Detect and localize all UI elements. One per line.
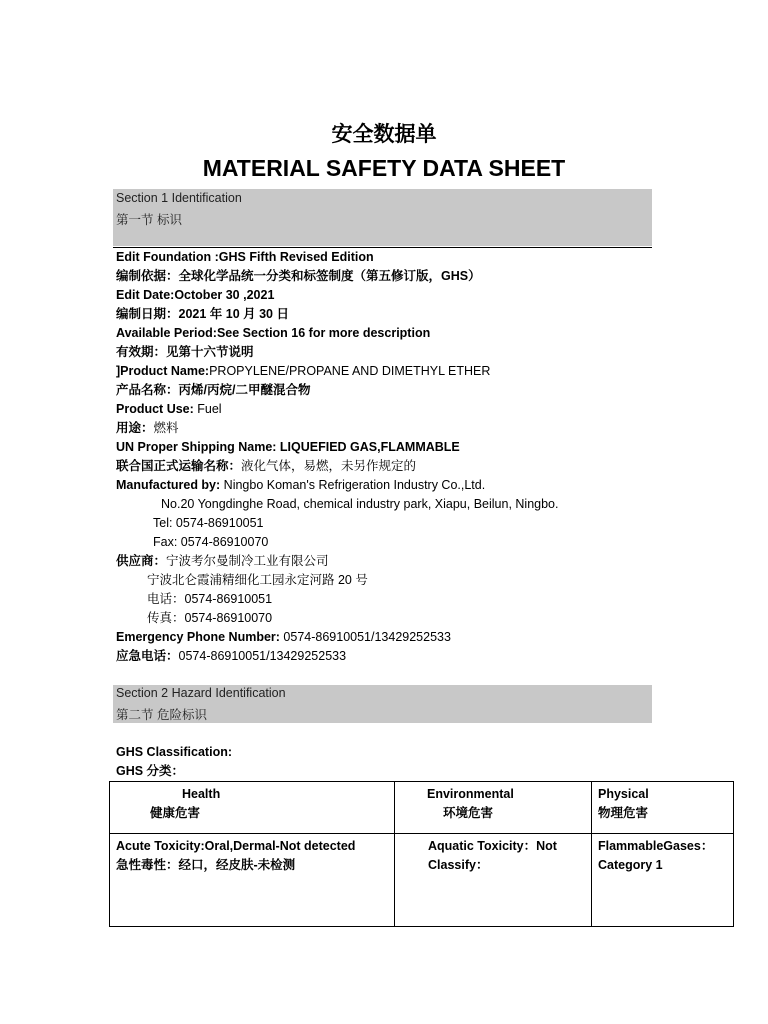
manufacturer-fax: Fax: 0574-86910070 [153,535,269,549]
section-2-title-en: Section 2 Hazard Identification [116,686,286,700]
supplier-value: 宁波考尔曼制冷工业有限公司 [166,554,329,568]
header-environmental [395,782,592,834]
section-1-header [113,189,652,246]
cell-physical-cn: Category 1 [598,858,663,872]
supplier-address: 宁波北仑霞浦精细化工园永定河路 20 号 [147,573,368,587]
header-physical-en: Physical [598,787,649,801]
header-health [110,782,395,834]
section-1-title-en: Section 1 Identification [116,191,242,205]
ghs-classification: GHS Classification: [116,745,232,759]
product-use-value: Fuel [193,402,222,416]
emergency-phone-cn [116,648,346,664]
header-environmental-en: Environmental [427,787,514,801]
supplier-label: 供应商： [116,554,167,568]
product-use-cn [116,420,179,436]
un-shipping-name-cn-label: 联合国正式运输名称： [116,459,242,473]
manufacturer-address: No.20 Yongdinghe Road, chemical industry park, Xiapu, Beilun, Ningbo. [161,497,559,511]
product-use-cn-label: 用途： [116,421,154,435]
emergency-phone [116,629,451,645]
edit-foundation-cn: 编制依据：全球化学品统一分类和标签制度（第五修订版，GHS） [116,269,481,283]
section-1-divider [113,247,652,248]
emergency-phone-cn-label: 应急电话： [116,649,179,663]
cell-environmental-en: Aquatic Toxicity：Not [428,839,557,853]
edit-foundation: Edit Foundation :GHS Fifth Revised Edition [116,250,374,264]
supplier-fax: 传真：0574-86910070 [147,611,273,625]
manufactured-by-value: Ningbo Koman's Refrigeration Industry Co.,Ltd. [220,478,486,492]
product-use [116,401,222,417]
emergency-phone-cn-value: 0574-86910051/13429252533 [178,649,347,663]
product-name-cn: 产品名称：丙烯/丙烷/二甲醚混合物 [116,383,311,397]
header-physical [592,782,734,834]
section-2-header [113,685,652,723]
table-row [110,834,734,927]
supplier [116,553,329,569]
header-health-cn: 健康危害 [150,806,201,820]
cell-health-cn: 急性毒性：经口，经皮肤-未检测 [116,858,296,872]
cell-health-en: Acute Toxicity:Oral,Dermal-Not detected [116,839,356,853]
available-period: Available Period:See Section 16 for more description [116,326,431,340]
header-health-en: Health [182,787,221,801]
manufactured-by-label: Manufactured by: [116,478,221,492]
supplier-tel: 电话：0574-86910051 [147,592,273,606]
edit-date: Edit Date:October 30 ,2021 [116,288,275,302]
product-use-cn-value: 燃料 [153,421,179,435]
cell-physical-en: FlammableGases： [598,839,714,853]
emergency-phone-value: 0574-86910051/13429252533 [279,630,451,644]
ghs-classification-table [109,781,734,927]
ghs-classification-cn: GHS 分类： [116,764,185,778]
section-2-title-cn: 第二节 危险标识 [116,708,207,722]
manufacturer-tel: Tel: 0574-86910051 [153,516,264,530]
cell-physical [592,834,734,927]
product-name-label: ]Product Name: [116,364,210,378]
available-period-cn: 有效期：见第十六节说明 [116,345,254,359]
table-header-row [110,782,734,834]
cell-health [110,834,395,927]
un-shipping-name: UN Proper Shipping Name: LIQUEFIED GAS,FLAMMABLE [116,440,460,454]
section-1-title-cn: 第一节 标识 [116,213,182,227]
document-title-chinese: 安全数据单 [331,122,437,146]
product-name [116,363,490,379]
product-name-value: PROPYLENE/PROPANE AND DIMETHYL ETHER [209,364,491,378]
manufactured-by [116,477,485,493]
un-shipping-name-cn [116,458,416,474]
document-title-english: MATERIAL SAFETY DATA SHEET [202,155,566,181]
product-use-label: Product Use: [116,402,194,416]
emergency-phone-label: Emergency Phone Number: [116,630,280,644]
cell-environmental [395,834,592,927]
edit-date-cn: 编制日期：2021 年 10 月 30 日 [116,307,289,321]
cell-environmental-cn: Classify： [428,858,489,872]
header-physical-cn: 物理危害 [598,806,649,820]
un-shipping-name-cn-value: 液化气体，易燃，未另作规定的 [241,459,417,473]
header-environmental-cn: 环境危害 [443,806,494,820]
